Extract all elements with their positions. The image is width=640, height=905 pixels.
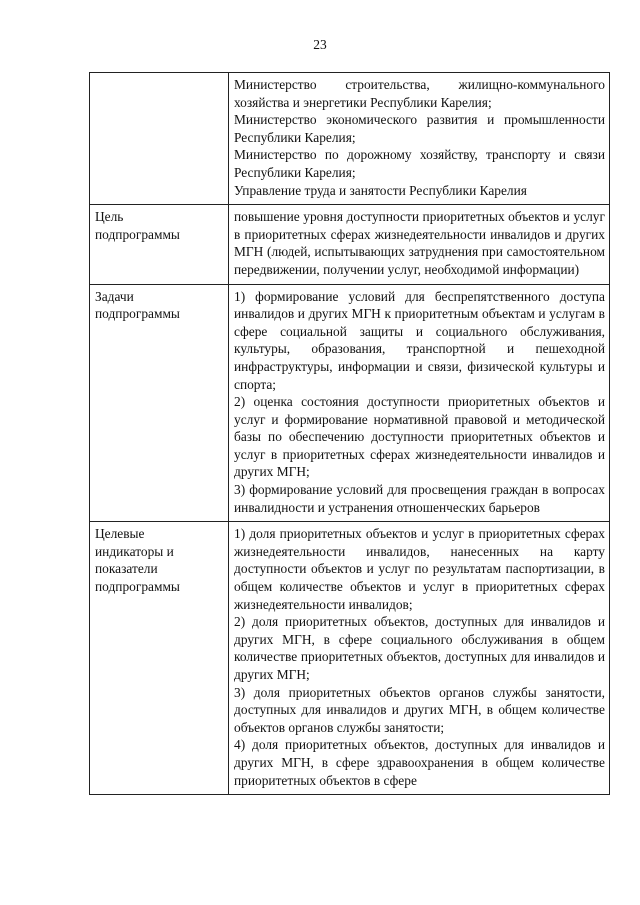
paragraph: 3) формирование условий для просвещения граждан в вопросах инвалидности и устранения отношенческих барьеров <box>234 482 605 515</box>
paragraph: Министерство экономического развития и промышленности Республики Карелия; <box>234 112 605 145</box>
row-content-cell <box>229 522 610 795</box>
paragraph: 1) доля приоритетных объектов и услуг в приоритетных сферах жизнедеятельности инвалидов, нанесенных на карту доступности объектов и услуг по результатам паспортизации, в общем количестве объектов и услуг в приоритетных сферах жизнедеятельности инвалидов; <box>234 526 605 612</box>
table-row <box>90 284 610 522</box>
row-label-cell <box>90 284 229 522</box>
page-number: 23 <box>313 37 327 52</box>
row-label-goal: Цель подпрограммы <box>95 209 180 242</box>
table-row <box>90 205 610 284</box>
paragraph: повышение уровня доступности приоритетных объектов и услуг в приоритетных сферах жизнедеятельности инвалидов и других МГН (людей, испытывающих затруднения при самостоятельном передвижении, получении услуг, необходимой информации) <box>234 209 605 277</box>
row-label-tasks: Задачи подпрограммы <box>95 288 180 322</box>
row-label-cell <box>90 205 229 284</box>
row-label-cell <box>90 522 229 795</box>
paragraph: Министерство строительства, жилищно-коммунального хозяйства и энергетики Республики Карелия; <box>234 77 605 110</box>
paragraph: Министерство по дорожному хозяйству, транспорту и связи Республики Карелия; <box>234 147 605 180</box>
paragraph: 3) доля приоритетных объектов органов службы занятости, доступных для инвалидов и других МГН, в общем количестве объектов органов службы занятости; <box>234 684 605 735</box>
paragraph: 2) доля приоритетных объектов, доступных для инвалидов и других МГН, в сфере социального обслуживания в общем количестве приоритетных объектов, доступных для инвалидов и других МГН; <box>234 614 605 682</box>
row-content-cell <box>229 73 610 205</box>
paragraph: Управление труда и занятости Республики Карелия <box>234 182 527 198</box>
row-label-indicators: Целевые индикаторы и показатели подпрограммы <box>95 526 180 595</box>
paragraph: 2) оценка состояния доступности приоритетных объектов и услуг и формирование нормативной правовой и методической базы по обеспечению доступности приоритетных объектов и услуг в приоритетных сферах жизнедеятельности инвалидов и других МГН; <box>234 394 605 480</box>
table-row <box>90 522 610 795</box>
paragraph: 1) формирование условий для беспрепятственного доступа инвалидов и других МГН к приоритетным объектам и услугам в сфере социальной защиты и социального обслуживания, культуры, образования, транспортной и пешеходной инфраструктуры, информации и связи, физической культуры и спорта; <box>234 288 605 392</box>
paragraph: 4) доля приоритетных объектов, доступных для инвалидов и других МГН, в сфере здравоохранения в общем количестве приоритетных объектов в сфере <box>234 737 605 788</box>
row-label-cell <box>90 73 229 205</box>
subprogram-passport-table <box>89 72 610 795</box>
row-content-cell <box>229 284 610 522</box>
table-row <box>90 73 610 205</box>
row-content-cell <box>229 205 610 284</box>
